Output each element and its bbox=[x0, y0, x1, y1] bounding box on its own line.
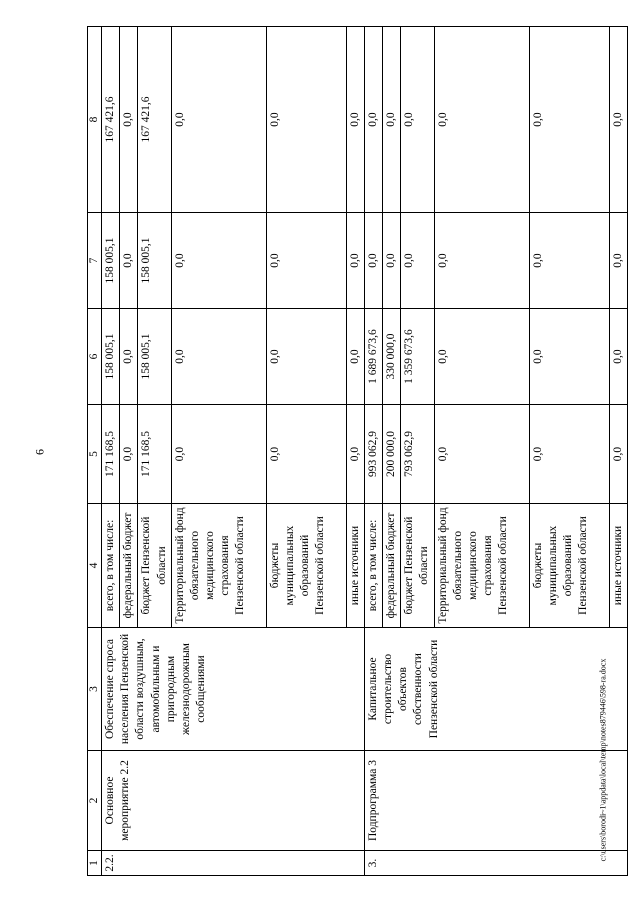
value-cell: 158 005,1 bbox=[102, 309, 120, 405]
value-cell: 0,0 bbox=[434, 27, 529, 213]
value-cell: 158 005,1 bbox=[102, 213, 120, 309]
funding-source-cell: Территориальный фонд обязательного медицинского страхования Пензенской области bbox=[434, 504, 529, 628]
funding-source-cell: иные источники bbox=[609, 504, 627, 628]
value-cell: 793 062,9 bbox=[401, 405, 434, 504]
value-cell: 0,0 bbox=[529, 27, 609, 213]
funding-source-cell: Территориальный фонд обязательного медицинского страхования Пензенской области bbox=[171, 504, 266, 628]
value-cell: 0,0 bbox=[171, 309, 266, 405]
footer-file-path: c:\users\borodi~1\appdata\local\temp\notes879446\598-ra.docx bbox=[598, 658, 608, 862]
value-cell: 0,0 bbox=[609, 309, 627, 405]
header-cell: 1 bbox=[88, 851, 102, 876]
table-row bbox=[364, 27, 382, 876]
value-cell: 171 168,5 bbox=[102, 405, 120, 504]
row-number-cell: 2.2. bbox=[102, 851, 365, 876]
funding-source-cell: всего, в том числе: bbox=[364, 504, 382, 628]
value-cell: 0,0 bbox=[434, 213, 529, 309]
value-cell: 0,0 bbox=[346, 309, 364, 405]
value-cell: 0,0 bbox=[120, 405, 138, 504]
budget-table bbox=[87, 26, 628, 876]
value-cell: 158 005,1 bbox=[138, 213, 171, 309]
value-cell: 0,0 bbox=[401, 27, 434, 213]
value-cell: 0,0 bbox=[434, 309, 529, 405]
value-cell: 0,0 bbox=[120, 309, 138, 405]
funding-source-cell: иные источники bbox=[346, 504, 364, 628]
header-cell: 5 bbox=[88, 405, 102, 504]
value-cell: 0,0 bbox=[609, 213, 627, 309]
value-cell: 171 168,5 bbox=[138, 405, 171, 504]
row-number-cell: 3. bbox=[364, 851, 627, 876]
header-cell: 6 bbox=[88, 309, 102, 405]
header-cell: 3 bbox=[88, 628, 102, 751]
page-number: 6 bbox=[32, 449, 47, 455]
value-cell: 0,0 bbox=[529, 213, 609, 309]
funding-source-cell: федеральный бюджет bbox=[120, 504, 138, 628]
value-cell: 0,0 bbox=[529, 309, 609, 405]
header-cell: 2 bbox=[88, 751, 102, 851]
value-cell: 0,0 bbox=[609, 405, 627, 504]
funding-source-cell: бюджет Пензенской области bbox=[401, 504, 434, 628]
description-cell: Капитальное строительство объектов собственности Пензенской области bbox=[364, 628, 627, 751]
header-cell: 4 bbox=[88, 504, 102, 628]
funding-source-cell: бюджет Пензенской области bbox=[138, 504, 171, 628]
value-cell: 0,0 bbox=[171, 213, 266, 309]
rotated-sheet bbox=[87, 27, 624, 876]
value-cell: 0,0 bbox=[383, 27, 401, 213]
value-cell: 0,0 bbox=[266, 27, 346, 213]
value-cell: 167 421,6 bbox=[138, 27, 171, 213]
value-cell: 1 689 673,6 bbox=[364, 309, 382, 405]
value-cell: 0,0 bbox=[266, 309, 346, 405]
value-cell: 200 000,0 bbox=[383, 405, 401, 504]
table-row bbox=[102, 27, 120, 876]
header-cell: 8 bbox=[88, 27, 102, 213]
value-cell: 1 359 673,6 bbox=[401, 309, 434, 405]
value-cell: 167 421,6 bbox=[102, 27, 120, 213]
program-name-cell: Основное мероприятие 2.2 bbox=[102, 751, 365, 851]
value-cell: 0,0 bbox=[364, 27, 382, 213]
value-cell: 0,0 bbox=[364, 213, 382, 309]
value-cell: 0,0 bbox=[120, 27, 138, 213]
value-cell: 0,0 bbox=[171, 27, 266, 213]
funding-source-cell: федеральный бюджет bbox=[383, 504, 401, 628]
value-cell: 0,0 bbox=[346, 405, 364, 504]
description-cell: Обеспечение спроса населения Пензенской области воздушным, автомобильным и пригородным железнодорожным сообщениями bbox=[102, 628, 365, 751]
funding-source-cell: бюджеты муниципальных образований Пензенской области bbox=[266, 504, 346, 628]
program-name-cell: Подпрограмма 3 bbox=[364, 751, 627, 851]
value-cell: 330 000,0 bbox=[383, 309, 401, 405]
header-cell: 7 bbox=[88, 213, 102, 309]
value-cell: 993 062,9 bbox=[364, 405, 382, 504]
value-cell: 0,0 bbox=[401, 213, 434, 309]
value-cell: 0,0 bbox=[434, 405, 529, 504]
value-cell: 0,0 bbox=[171, 405, 266, 504]
value-cell: 0,0 bbox=[529, 405, 609, 504]
value-cell: 0,0 bbox=[266, 213, 346, 309]
value-cell: 0,0 bbox=[346, 213, 364, 309]
value-cell: 0,0 bbox=[383, 213, 401, 309]
funding-source-cell: бюджеты муниципальных образований Пензенской области bbox=[529, 504, 609, 628]
value-cell: 0,0 bbox=[609, 27, 627, 213]
funding-source-cell: всего, в том числе: bbox=[102, 504, 120, 628]
header-row bbox=[88, 27, 102, 876]
value-cell: 0,0 bbox=[346, 27, 364, 213]
value-cell: 0,0 bbox=[120, 213, 138, 309]
value-cell: 158 005,1 bbox=[138, 309, 171, 405]
value-cell: 0,0 bbox=[266, 405, 346, 504]
